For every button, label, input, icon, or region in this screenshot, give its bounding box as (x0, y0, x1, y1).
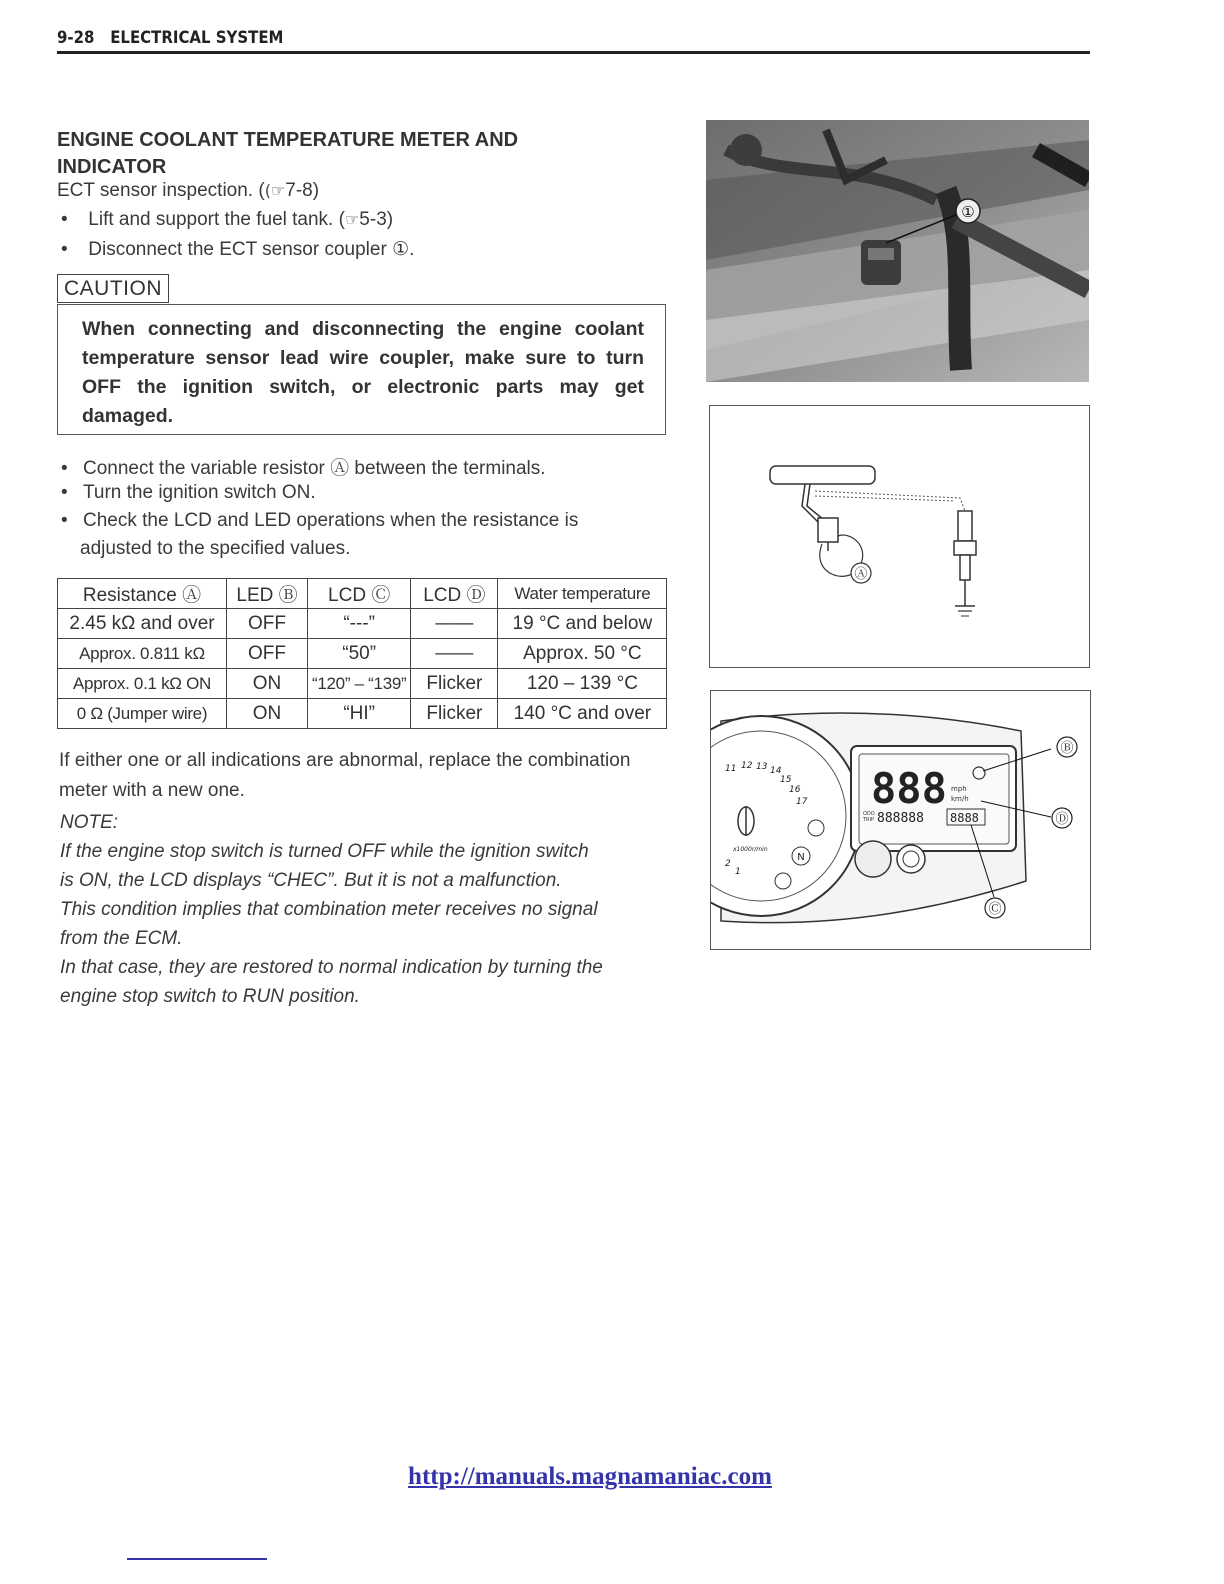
table-cell: Approx. 50 °C (498, 639, 667, 669)
note-line: engine stop switch to RUN position. (60, 986, 360, 1007)
diagram-callout: Ⓐ (854, 567, 868, 582)
table-row (58, 639, 667, 669)
step-text: Connect the variable resistor Ⓐ between the terminals. (83, 458, 546, 479)
photo-callout: ① (961, 203, 975, 221)
table-cell: —— (411, 609, 498, 639)
tach-tick: 15 (780, 775, 792, 785)
note-line: from the ECM. (60, 928, 183, 949)
odo-label: ODO (863, 811, 875, 817)
tach-tick: 2 (725, 859, 731, 869)
table-cell: “120” – “139” (308, 669, 411, 699)
caution-box (57, 304, 666, 435)
step-text: Check the LCD and LED operations when the resistance is (83, 510, 579, 531)
table-header: LCD Ⓓ (411, 579, 498, 609)
table-row (58, 669, 667, 699)
callout-d: Ⓓ (1055, 812, 1069, 827)
caution-label: CAUTION (57, 274, 169, 303)
caution-text: When connecting and disconnecting the engine coolant temperature sensor lead wire coupler, make sure to turn OFF the ignition switch, or electronic parts may get damaged. (82, 318, 644, 427)
temp-lcd-digits: 8888 (950, 811, 979, 825)
callout-b: Ⓑ (1060, 741, 1074, 756)
step-connect-resistor (57, 453, 546, 480)
step-text: Turn the ignition switch ON. (83, 482, 316, 503)
table-cell: “HI” (308, 699, 411, 729)
step-lift-fuel-tank (57, 209, 393, 231)
tach-tick: 12 (741, 761, 753, 771)
ect-coupler-photo (706, 120, 1089, 382)
table-header: LCD Ⓒ (308, 579, 411, 609)
table-cell: ON (227, 699, 308, 729)
tach-tick: 11 (725, 764, 737, 774)
step-ref[interactable]: 5-3 (359, 209, 387, 230)
wiring-diagram-svg (710, 406, 1088, 666)
tach-tick: 13 (756, 762, 768, 772)
table-cell: Flicker (411, 699, 498, 729)
callout-c: Ⓒ (988, 902, 1002, 917)
step-check-lcd-led-cont: adjusted to the specified values. (80, 538, 351, 559)
step-ignition-on (57, 482, 316, 504)
table-cell: 0 Ω (Jumper wire) (58, 699, 227, 729)
note-line: This condition implies that combination meter receives no signal (60, 899, 598, 920)
note-label: NOTE: (60, 812, 119, 833)
step-close: ) (386, 209, 394, 230)
meter-svg (711, 691, 1089, 948)
table-cell: 19 °C and below (498, 609, 667, 639)
table-cell: Approx. 0.811 kΩ (58, 639, 227, 669)
step-disconnect-coupler (57, 238, 414, 261)
table-cell: 120 – 139 °C (498, 669, 667, 699)
note-line: is ON, the LCD displays “CHEC”. But it is not a malfunction. (60, 870, 562, 891)
resistor-wiring-diagram (709, 405, 1090, 668)
reference-arrow-icon: ☞ (344, 210, 360, 229)
tach-tick: 14 (770, 766, 782, 776)
table-cell: 2.45 kΩ and over (58, 609, 227, 639)
neutral-indicator: N (797, 852, 805, 863)
table-cell: “50” (308, 639, 411, 669)
table-cell: ON (227, 669, 308, 699)
table-cell: “---” (308, 609, 411, 639)
intro-close: ) (312, 180, 320, 201)
page-header (57, 28, 283, 48)
table-header: Water temperature (498, 579, 667, 609)
table-header: LED Ⓑ (227, 579, 308, 609)
table-header: Resistance Ⓐ (58, 579, 227, 609)
table-cell: Flicker (411, 669, 498, 699)
intro-text: ECT sensor inspection. ( (57, 180, 265, 201)
unit-kmh: km/h (951, 795, 969, 803)
header-rule (57, 51, 1090, 54)
table-row (58, 609, 667, 639)
section-title: ELECTRICAL SYSTEM (110, 28, 284, 48)
lcd-speed-digits: 888 (871, 764, 947, 813)
resistance-table (57, 578, 667, 729)
footer-url-link[interactable]: http://manuals.magnamaniac.com (408, 1463, 772, 1490)
page-title: ENGINE COOLANT TEMPERATURE METER AND INDICATOR (57, 129, 519, 178)
note-line: If the engine stop switch is turned OFF while the ignition switch (60, 841, 589, 862)
combination-meter-figure (710, 690, 1091, 950)
table-cell: OFF (227, 609, 308, 639)
table-row (58, 699, 667, 729)
table-header-row (58, 579, 667, 609)
unit-mph: mph (951, 785, 967, 793)
trip-label: TRIP (863, 817, 875, 823)
table-cell: Approx. 0.1 kΩ ON (58, 669, 227, 699)
note-line: In that case, they are restored to normal indication by turning the (60, 957, 603, 978)
step-check-lcd-led (57, 510, 578, 532)
reference-arrow-icon: (☞ (264, 181, 286, 200)
intro-ref[interactable]: 7-8 (285, 180, 313, 201)
tach-tick: 16 (789, 785, 801, 795)
replace-instruction: If either one or all indications are abnormal, replace the combination meter with a new one. (59, 750, 631, 801)
note-text (60, 837, 680, 1011)
step-text: Lift and support the fuel tank. ( (88, 209, 345, 230)
tach-unit: x1000r/min (733, 846, 768, 853)
table-cell: —— (411, 639, 498, 669)
step-text: Disconnect the ECT sensor coupler ①. (88, 239, 415, 260)
tach-tick: 1 (735, 867, 741, 877)
footer-rule (127, 1558, 267, 1560)
tach-tick: 17 (796, 797, 808, 807)
odo-digits: 888888 (877, 811, 924, 826)
table-cell: OFF (227, 639, 308, 669)
intro-line (57, 180, 319, 202)
table-cell: 140 °C and over (498, 699, 667, 729)
page-number: 9-28 (57, 28, 95, 48)
